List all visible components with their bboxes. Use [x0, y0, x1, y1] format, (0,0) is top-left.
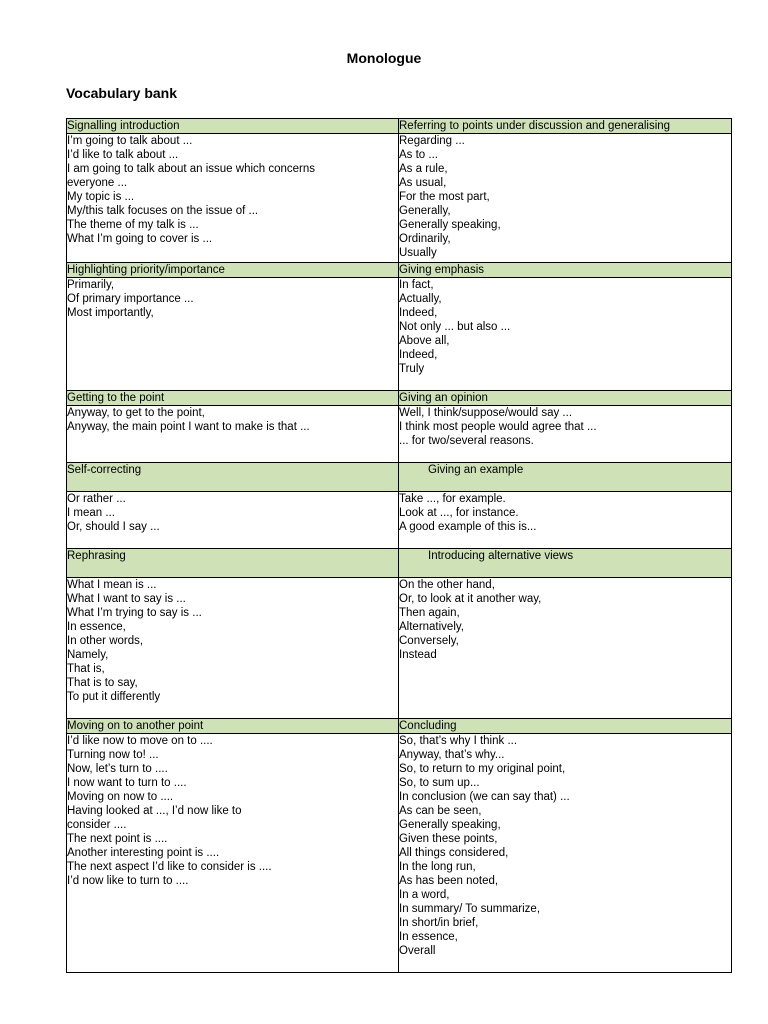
phrase-item: Overall — [399, 945, 436, 957]
section-heading-label: Getting to the point — [67, 392, 165, 404]
section-heading-right — [399, 719, 732, 734]
section-heading-label: Highlighting priority/importance — [67, 264, 225, 276]
section-body-row — [67, 734, 732, 973]
phrase-item: Anyway, that’s why... — [399, 749, 505, 761]
phrase-item: Actually, — [399, 293, 442, 305]
phrase-list-right — [399, 578, 732, 719]
phrase-item: Anyway, the main point I want to make is that ... — [67, 421, 310, 433]
phrase-item: Alternatively, — [399, 621, 464, 633]
section-heading-right — [399, 549, 732, 578]
phrase-item: In conclusion (we can say that) ... — [399, 791, 570, 803]
phrase-item: As usual, — [399, 177, 447, 189]
phrase-item: On the other hand, — [399, 579, 495, 591]
phrase-item: What I’m going to cover is ... — [67, 233, 213, 245]
phrase-item: Now, let’s turn to .... — [67, 763, 168, 775]
phrase-item: Or, should I say ... — [67, 521, 160, 533]
phrase-item: In other words, — [67, 635, 144, 647]
phrase-item: In the long run, — [399, 861, 476, 873]
phrase-list-left — [67, 734, 399, 973]
phrase-list-right — [399, 492, 732, 549]
section-heading-left — [67, 719, 399, 734]
section-heading-label: Giving emphasis — [399, 264, 485, 276]
phrase-item: Or rather ... — [67, 493, 126, 505]
phrase-list-left — [67, 406, 399, 463]
phrase-item: As to ... — [399, 149, 438, 161]
phrase-item: The next aspect I’d like to consider is .... — [67, 861, 272, 873]
phrase-item: Take ..., for example. — [399, 493, 506, 505]
section-header-row — [67, 549, 732, 578]
phrase-item: For the most part, — [399, 191, 490, 203]
phrase-list-right — [399, 734, 732, 973]
phrase-item: Primarily, — [67, 279, 115, 291]
phrase-item: Having looked at ..., I’d now like to — [67, 805, 242, 817]
phrase-item: everyone ... — [67, 177, 128, 189]
section-heading-right — [399, 391, 732, 406]
phrase-item: Or, to look at it another way, — [399, 593, 542, 605]
phrase-list-left — [67, 278, 399, 391]
phrase-item: What I mean is ... — [67, 579, 157, 591]
phrase-item: Turning now to! ... — [67, 749, 159, 761]
phrase-item: My topic is ... — [67, 191, 135, 203]
phrase-item: As has been noted, — [399, 875, 499, 887]
phrase-item: A good example of this is... — [399, 521, 537, 533]
phrase-item: The theme of my talk is ... — [67, 219, 199, 231]
phrase-item: consider .... — [67, 819, 127, 831]
phrase-item: So, that’s why I think ... — [399, 735, 518, 747]
phrase-item: So, to sum up... — [399, 777, 480, 789]
section-header-row — [67, 463, 732, 492]
phrase-list-left — [67, 578, 399, 719]
phrase-item: I now want to turn to .... — [67, 777, 187, 789]
phrase-item: Of primary importance ... — [67, 293, 194, 305]
phrase-list-left — [67, 134, 399, 263]
vocabulary-table-body — [67, 119, 732, 973]
phrase-item: Well, I think/suppose/would say ... — [399, 407, 573, 419]
phrase-item: All things considered, — [399, 847, 509, 859]
phrase-item: Regarding ... — [399, 135, 465, 147]
section-heading-label: Moving on to another point — [67, 720, 204, 732]
phrase-item: That is to say, — [67, 677, 138, 689]
phrase-item: Anyway, to get to the point, — [67, 407, 205, 419]
phrase-item: Ordinarily, — [399, 233, 451, 245]
phrase-item: My/this talk focuses on the issue of ... — [67, 205, 259, 217]
section-heading-right — [399, 463, 732, 492]
section-heading-label: Concluding — [399, 720, 457, 732]
phrase-item: Truly — [399, 363, 425, 375]
phrase-item: Then again, — [399, 607, 460, 619]
section-heading-left — [67, 263, 399, 278]
vocabulary-table — [66, 118, 732, 973]
phrase-item: In short/in brief, — [399, 917, 479, 929]
section-heading-label: Giving an example — [428, 464, 524, 476]
phrase-item: As can be seen, — [399, 805, 482, 817]
section-body-row — [67, 278, 732, 391]
section-header-row — [67, 391, 732, 406]
page-title: Monologue — [346, 50, 422, 66]
phrase-item: What I want to say is ... — [67, 593, 186, 605]
phrase-item: Indeed, — [399, 349, 438, 361]
phrase-item: As a rule, — [399, 163, 448, 175]
phrase-item: In essence, — [399, 931, 458, 943]
phrase-item: Namely, — [67, 649, 109, 661]
phrase-item: I’d like now to move on to .... — [67, 735, 213, 747]
section-heading-label: Giving an opinion — [399, 392, 488, 404]
section-heading-right — [399, 263, 732, 278]
section-heading-left — [67, 463, 399, 492]
section-body-row — [67, 134, 732, 263]
section-body-row — [67, 406, 732, 463]
phrase-item: Indeed, — [399, 307, 438, 319]
phrase-item: Not only ... but also ... — [399, 321, 511, 333]
section-heading-label: Introducing alternative views — [428, 550, 574, 562]
section-heading-right — [399, 119, 732, 134]
phrase-item: What I’m trying to say is ... — [67, 607, 202, 619]
phrase-list-right — [399, 406, 732, 463]
phrase-item: I think most people would agree that ... — [399, 421, 597, 433]
phrase-item: Another interesting point is .... — [67, 847, 220, 859]
phrase-item: In a word, — [399, 889, 450, 901]
phrase-item: The next point is .... — [67, 833, 168, 845]
phrase-list-right — [399, 134, 732, 263]
phrase-item: To put it differently — [67, 691, 161, 703]
phrase-item: Above all, — [399, 335, 450, 347]
section-heading-label: Signalling introduction — [67, 120, 180, 132]
section-heading-left — [67, 391, 399, 406]
phrase-item: Moving on now to .... — [67, 791, 174, 803]
phrase-item: Generally, — [399, 205, 451, 217]
phrase-item: Generally speaking, — [399, 819, 501, 831]
section-header-row — [67, 263, 732, 278]
phrase-item: Generally speaking, — [399, 219, 501, 231]
section-body-row — [67, 578, 732, 719]
phrase-item: I’d like to talk about ... — [67, 149, 179, 161]
section-heading-label: Referring to points under discussion and generalising — [399, 120, 671, 132]
section-header-row — [67, 719, 732, 734]
phrase-item: ... for two/several reasons. — [399, 435, 534, 447]
phrase-item: Look at ..., for instance. — [399, 507, 519, 519]
section-body-row — [67, 492, 732, 549]
phrase-list-left — [67, 492, 399, 549]
phrase-item: In fact, — [399, 279, 434, 291]
phrase-item: In summary/ To summarize, — [399, 903, 541, 915]
section-heading-left — [67, 549, 399, 578]
phrase-item: I’m going to talk about ... — [67, 135, 193, 147]
phrase-item: I’d now like to turn to .... — [67, 875, 189, 887]
phrase-item: I mean ... — [67, 507, 115, 519]
phrase-item: So, to return to my original point, — [399, 763, 566, 775]
phrase-item: Conversely, — [399, 635, 459, 647]
section-heading-label: Self-correcting — [67, 464, 142, 476]
phrase-list-right — [399, 278, 732, 391]
phrase-item: Most importantly, — [67, 307, 154, 319]
phrase-item: That is, — [67, 663, 105, 675]
phrase-item: Usually — [399, 247, 437, 259]
phrase-item: In essence, — [67, 621, 126, 633]
section-subtitle: Vocabulary bank — [66, 85, 178, 101]
section-header-row — [67, 119, 732, 134]
section-heading-left — [67, 119, 399, 134]
section-heading-label: Rephrasing — [67, 550, 126, 562]
phrase-item: Given these points, — [399, 833, 498, 845]
phrase-item: I am going to talk about an issue which concerns — [67, 163, 316, 175]
phrase-item: Instead — [399, 649, 437, 661]
